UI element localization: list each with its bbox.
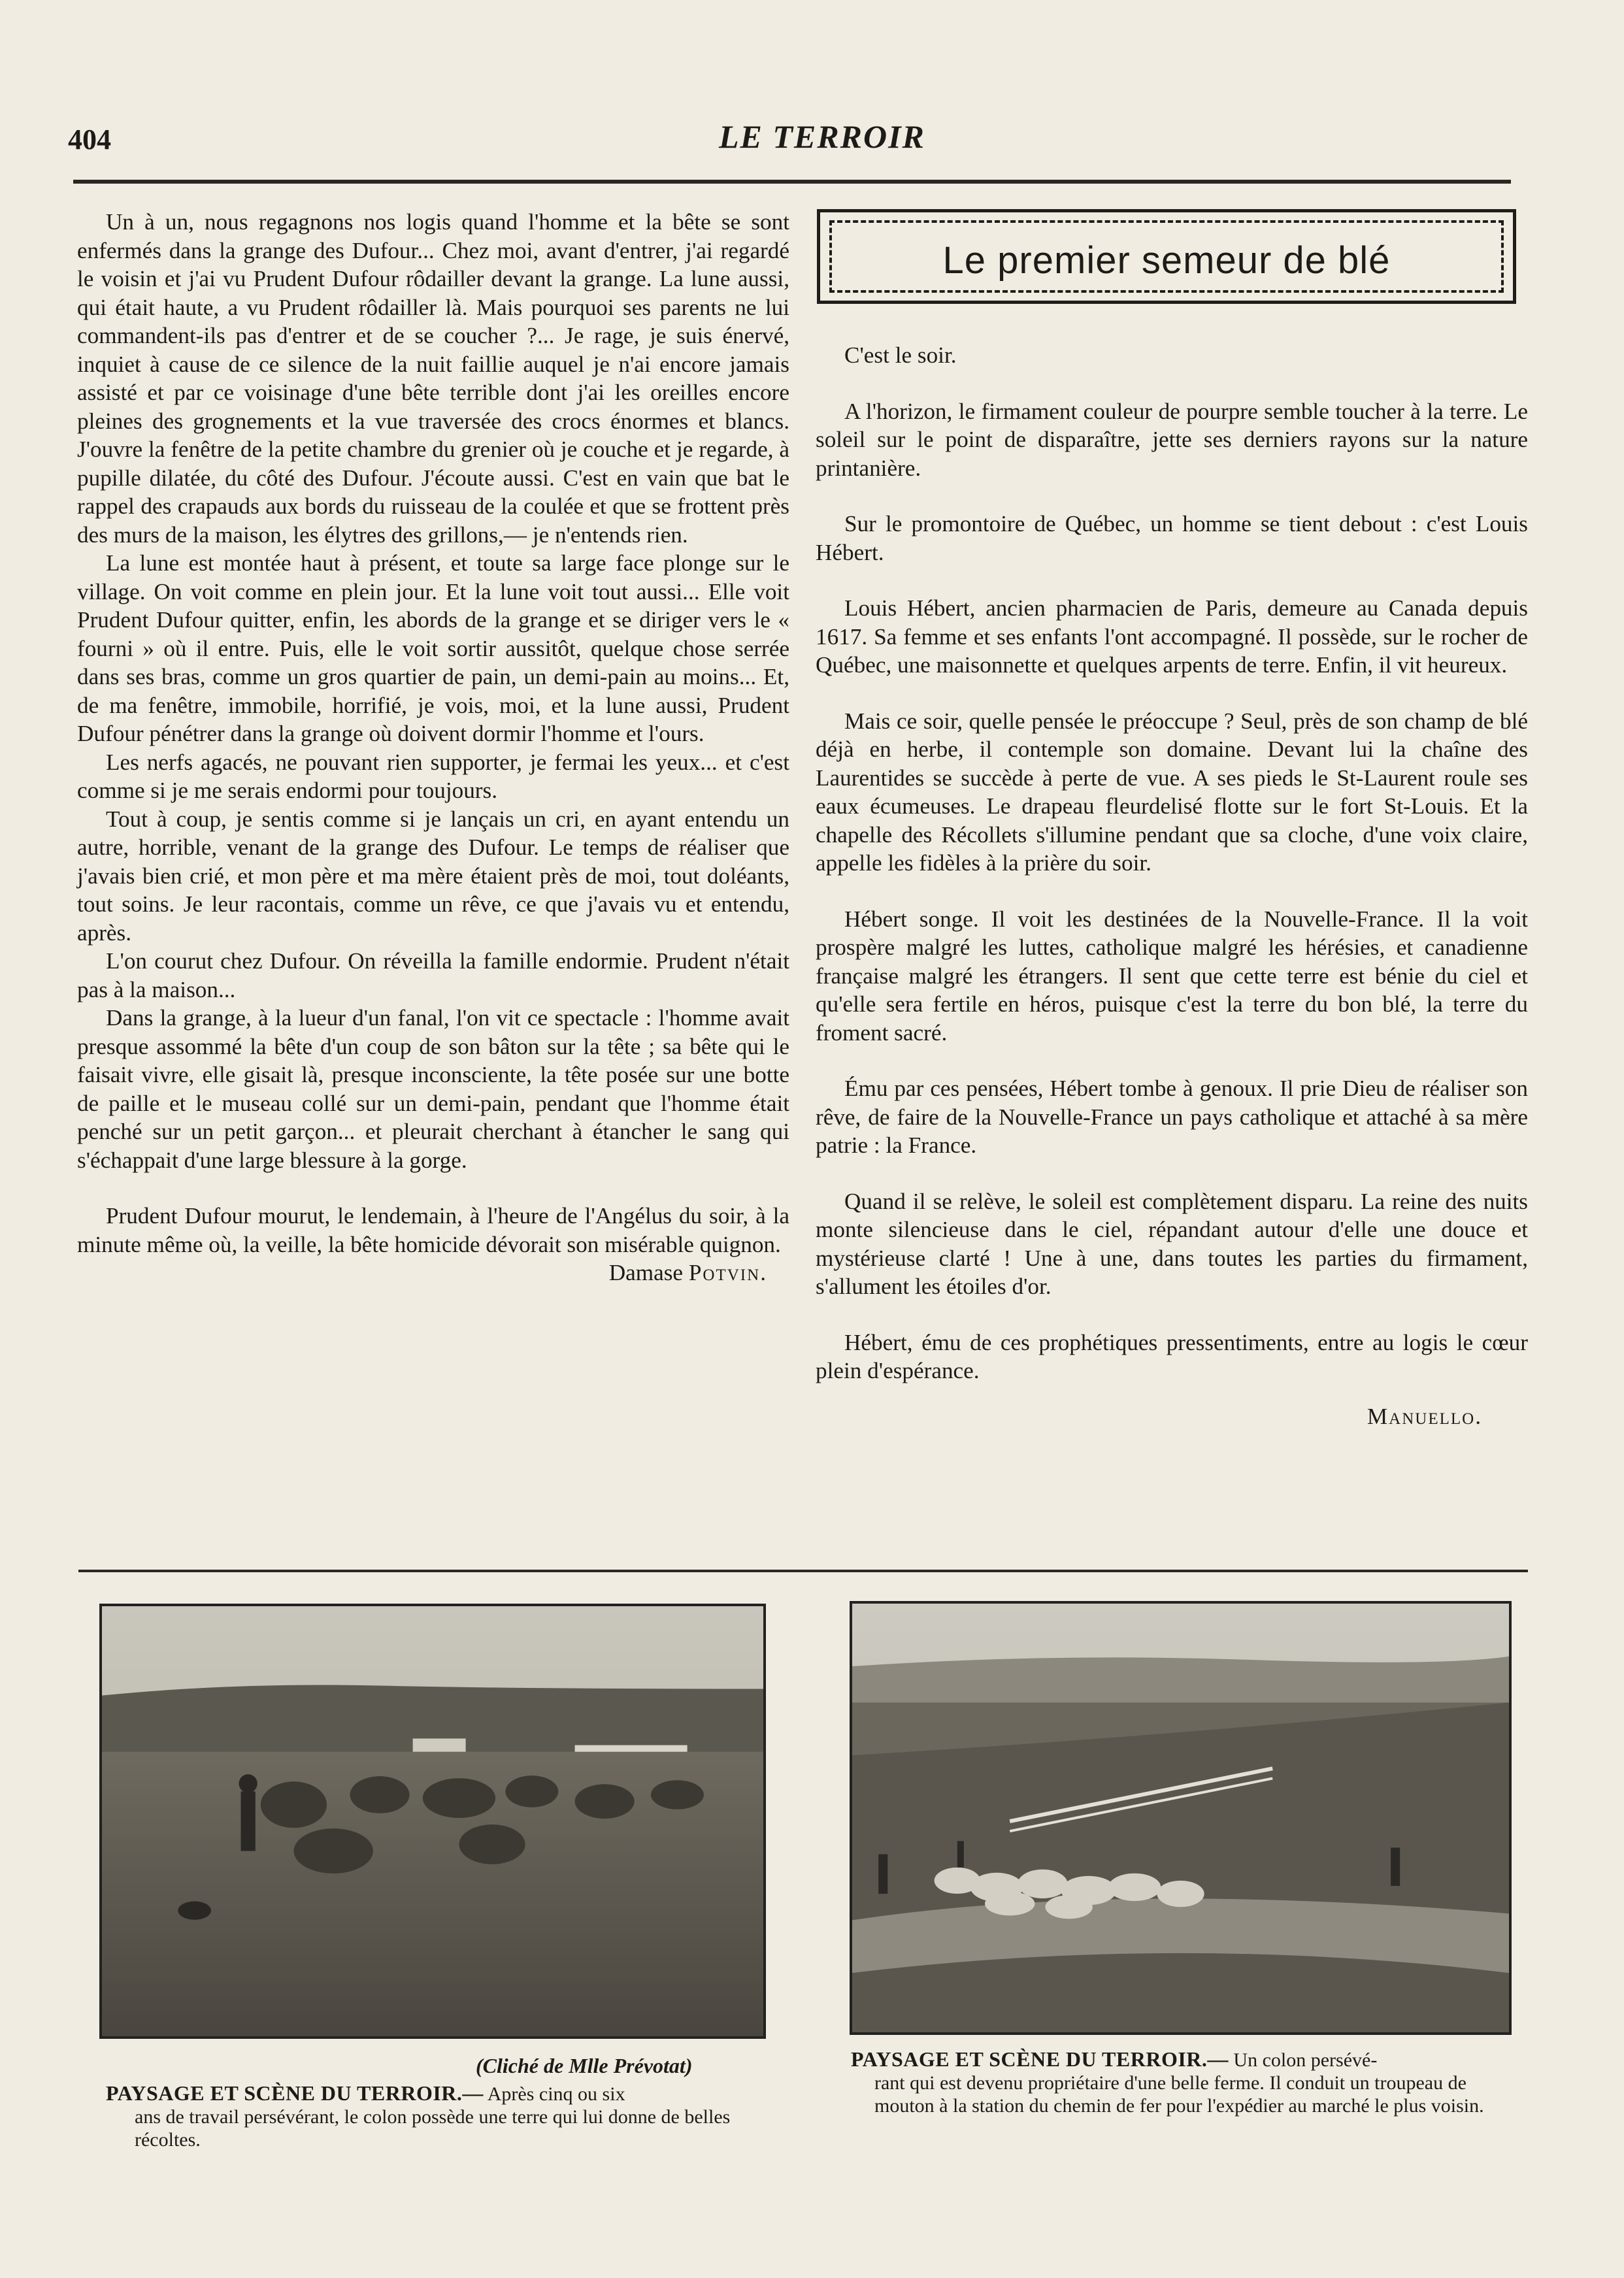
- photo-caption-left: [106, 2082, 772, 2151]
- paragraph: Hébert, ému de ces prophétiques pressentiments, entre au logis le cœur plein d'espérance.: [816, 1329, 1528, 1383]
- photo-caption-right: [851, 2048, 1511, 2117]
- paragraph: Un à un, nous regagnons nos logis quand l'homme et la bête se sont enfermés dans la grange des Dufour... Chez moi, avant d'entrer, j'ai regardé le voisin et j'ai vu Prudent Dufour rôdailler devant la grange. La lune aussi, qui était haute, a vu Prudent rôdailler là. Mais pourquoi ses parents ne lui commandent-ils pas d'entrer et de se coucher ?... Je rage, je suis énervé, inquiet à cause de ce silence de la nuit faillie auquel je n'ai encore jamais assisté et par ce voisinage d'une bête terrible dont j'ai les oreilles encore pleines des grognements et la vue traversée des crocs énormes et blancs. J'ouvre la fenêtre de la petite chambre du grenier où je couche et je regarde, à pupille dilatée, du côté des Dufour. J'écoute aussi. C'est en vain que bat le rappel des crapauds aux bords du ruisseau de la coulée et que se frottent près des murs de la maison, les élytres des grillons,— je n'entends rien.: [77, 209, 789, 548]
- caption-body: rant qui est devenu propriétaire d'une belle ferme. Il conduit un troupeau de mouton à la station du chemin de fer pour l'expédier au marché le plus voisin.: [874, 2072, 1484, 2117]
- author-last-name: Potvin.: [688, 1260, 767, 1285]
- top-rule: [73, 180, 1511, 184]
- photo-hay-field: [99, 1604, 766, 2039]
- paragraph: C'est le soir.: [844, 342, 957, 368]
- caption-lead: Après cinq ou six: [487, 2083, 625, 2105]
- paragraph: Louis Hébert, ancien pharmacien de Paris, demeure au Canada depuis 1617. Sa femme et ses enfants l'ont accompagné. Il possède, sur le rocher de Québec, une maisonnette et quelques arpents de terre. Enfin, il vit heureux.: [816, 595, 1528, 678]
- right-article: [816, 341, 1528, 1430]
- author-signature: Manuello.: [1367, 1403, 1482, 1429]
- section-rule: [78, 1570, 1528, 1572]
- paragraph: L'on courut chez Dufour. On réveilla la famille endormie. Prudent n'était pas à la maison...: [77, 948, 789, 1002]
- page-number: 404: [68, 124, 111, 156]
- caption-body: ans de travail persévérant, le colon possède une terre qui lui donne de belles récoltes.: [135, 2106, 731, 2151]
- photo-sheep-flock: [850, 1601, 1512, 2035]
- caption-lead: Un colon persévé-: [1233, 2049, 1378, 2071]
- paragraph: Ému par ces pensées, Hébert tombe à genoux. Il prie Dieu de réaliser son rêve, de faire de la Nouvelle-France un pays catholique et attaché à sa mère patrie : la France.: [816, 1076, 1528, 1158]
- photo-credit: (Cliché de Mlle Prévotat): [476, 2054, 693, 2077]
- paragraph: A l'horizon, le firmament couleur de pourpre semble toucher à la terre. Le soleil sur le point de disparaître, jette ses derniers rayons sur la nature printanière.: [816, 398, 1528, 481]
- paragraph: Quand il se relève, le soleil est complètement disparu. La reine des nuits monte silencieuse dans le ciel, répandant autour d'elle une douce et mystérieuse clarté ! Une à une, dans toutes les parties du firmament, s'allument les étoiles d'or.: [816, 1188, 1528, 1299]
- paragraph: Mais ce soir, quelle pensée le préoccupe ? Seul, près de son champ de blé déjà en herbe, il contemple son domaine. Devant lui la chaîne des Laurentides se succède à perte de vue. A ses pieds le St-Laurent roule ses eaux écumeuses. Le drapeau fleurdelisé flotte sur le fort St-Louis. Et la chapelle des Récollets s'illumine pendant que sa cloche, d'une voix claire, appelle les fidèles à la prière du soir.: [816, 708, 1528, 876]
- article-title-box: [817, 209, 1516, 304]
- paragraph: Prudent Dufour mourut, le lendemain, à l'heure de l'Angélus du soir, à la minute même où, la veille, la bête homicide dévorait son misérable quignon.: [77, 1203, 789, 1257]
- paragraph: Hébert songe. Il voit les destinées de la Nouvelle-France. Il la voit prospère malgré les luttes, catholique malgré les hérésies, et canadienne française malgré les étrangers. Il sent que cette terre est bénie du ciel et qu'elle sera fertile en héros, puisque c'est la terre du bon blé, la terre du froment sacré.: [816, 906, 1528, 1046]
- caption-title: PAYSAGE ET SCÈNE DU TERROIR.—: [851, 2047, 1229, 2071]
- paragraph: Sur le promontoire de Québec, un homme se tient debout : c'est Louis Hébert.: [816, 511, 1528, 565]
- paragraph: Tout à coup, je sentis comme si je lançais un cri, en ayant entendu un autre, horrible, venant de la grange des Dufour. Le temps de réaliser que j'avais bien crié, et mon père et ma mère étaient près de moi, tout doléants, tout soins. Je leur racontais, comme un rêve, ce que j'avais vu et entendu, après.: [77, 806, 789, 946]
- article-title: Le premier semeur de blé: [942, 239, 1391, 282]
- running-title: LE TERROIR: [719, 118, 925, 155]
- left-article: [77, 208, 789, 1287]
- paragraph: Les nerfs agacés, ne pouvant rien supporter, je fermai les yeux... et c'est comme si je me serais endormi pour toujours.: [77, 749, 789, 803]
- author-signature: [77, 1259, 789, 1287]
- caption-title: PAYSAGE ET SCÈNE DU TERROIR.—: [106, 2081, 484, 2105]
- author-first-name: Damase: [608, 1260, 684, 1285]
- paragraph: La lune est montée haut à présent, et toute sa large face plonge sur le village. On voit comme en plein jour. Et la lune voit tout aussi... Elle voit Prudent Dufour quitter, enfin, les abords de la grange et se diriger vers le « fourni » où il entre. Puis, elle le voit sortir aussitôt, quelque chose serrée dans ses bras, comme un gros quartier de pain, un demi-pain au moins... Et, de ma fenêtre, immobile, horrifié, je vois, moi, et la lune aussi, Prudent Dufour pénétrer dans la grange où doivent dormir l'homme et l'ours.: [77, 550, 789, 746]
- paragraph: Dans la grange, à la lueur d'un fanal, l'on vit ce spectacle : l'homme avait presque assommé la bête d'un coup de son bâton sur la tête ; sa bête qui le faisait vivre, elle gisait là, presque inconsciente, la tête posée sur une botte de paille et le museau collé sur un demi-pain, pendant que l'homme était penché sur un petit garçon... et pleurait cherchant à étancher le sang qui s'échappait d'une large blessure à la gorge.: [77, 1005, 789, 1173]
